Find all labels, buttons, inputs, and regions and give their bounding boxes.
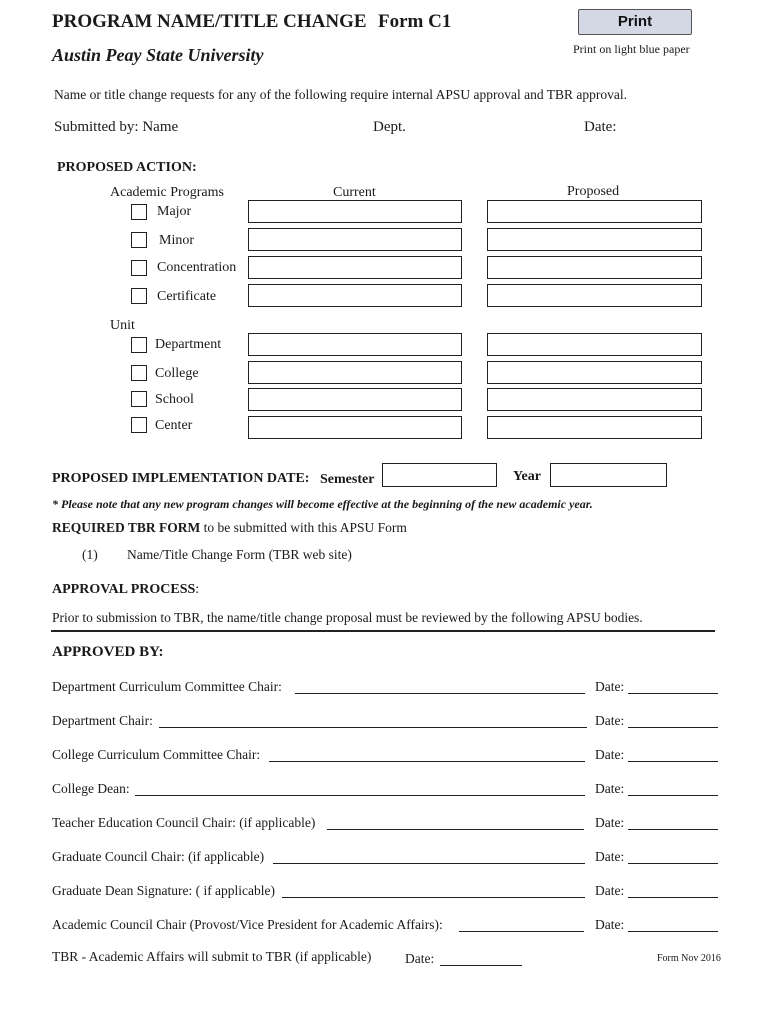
approval-process-colon: : xyxy=(195,582,200,597)
department-current-field[interactable] xyxy=(248,333,462,356)
approver-date-label: Date: xyxy=(595,781,625,796)
approver-date-label: Date: xyxy=(595,713,625,728)
approver-date-line[interactable] xyxy=(628,862,718,864)
academic-programs-label: Academic Programs xyxy=(110,185,224,200)
major-current-field[interactable] xyxy=(248,200,462,223)
approver-label: Department Curriculum Committee Chair: xyxy=(52,679,282,694)
tbr-item-text: Name/Title Change Form (TBR web site) xyxy=(127,547,352,562)
minor-proposed-field[interactable] xyxy=(487,228,702,251)
section-divider xyxy=(51,630,715,632)
form-revision-date: Form Nov 2016 xyxy=(657,953,721,964)
implementation-date-heading: PROPOSED IMPLEMENTATION DATE: xyxy=(52,471,310,486)
approval-process-heading xyxy=(52,582,199,598)
approver-date-line[interactable] xyxy=(628,726,718,728)
school-current-field[interactable] xyxy=(248,388,462,411)
approver-label: Graduate Dean Signature: ( if applicable) xyxy=(52,883,276,898)
center-label: Center xyxy=(155,418,193,433)
signature-line[interactable] xyxy=(459,930,584,932)
major-checkbox[interactable] xyxy=(131,204,147,220)
form-title: PROGRAM NAME/TITLE CHANGE xyxy=(52,11,367,32)
approver-date-line[interactable] xyxy=(628,930,718,932)
center-current-field[interactable] xyxy=(248,416,462,439)
school-label: School xyxy=(155,392,194,407)
signature-line[interactable] xyxy=(327,828,584,830)
approver-date-line[interactable] xyxy=(628,794,718,796)
current-column-header: Current xyxy=(333,185,376,200)
approver-label: Teacher Education Council Chair: (if applicable) xyxy=(52,815,316,830)
semester-label: Semester xyxy=(320,472,375,487)
certificate-checkbox[interactable] xyxy=(131,288,147,304)
signature-line[interactable] xyxy=(273,862,585,864)
approver-date-label: Date: xyxy=(595,679,625,694)
concentration-label: Concentration xyxy=(157,260,237,275)
college-checkbox[interactable] xyxy=(131,365,147,381)
approver-date-line[interactable] xyxy=(628,760,718,762)
approver-date-label: Date: xyxy=(595,849,625,864)
department-checkbox[interactable] xyxy=(131,337,147,353)
print-button[interactable]: Print xyxy=(578,9,692,35)
approver-label: Department Chair: xyxy=(52,713,153,728)
signature-line[interactable] xyxy=(159,726,587,728)
major-proposed-field[interactable] xyxy=(487,200,702,223)
tbr-item-number: (1) xyxy=(82,547,98,562)
tbr-heading-bold: REQUIRED TBR FORM xyxy=(52,520,201,535)
approval-process-text: Prior to submission to TBR, the name/title change proposal must be reviewed by the following APSU bodies. xyxy=(52,610,643,625)
approver-date-line[interactable] xyxy=(628,692,718,694)
certificate-proposed-field[interactable] xyxy=(487,284,702,307)
minor-checkbox[interactable] xyxy=(131,232,147,248)
tbr-heading-rest: to be submitted with this APSU Form xyxy=(200,520,407,535)
concentration-proposed-field[interactable] xyxy=(487,256,702,279)
form-number: Form C1 xyxy=(378,11,452,32)
proposed-column-header: Proposed xyxy=(567,184,620,199)
year-field[interactable] xyxy=(550,463,667,487)
proposed-action-heading: PROPOSED ACTION: xyxy=(57,160,197,175)
college-label: College xyxy=(155,366,199,381)
approver-label: College Curriculum Committee Chair: xyxy=(52,747,261,762)
department-label: Department xyxy=(155,337,222,352)
signature-line[interactable] xyxy=(295,692,585,694)
submitted-by-name-label: Submitted by: Name xyxy=(54,119,179,135)
school-proposed-field[interactable] xyxy=(487,388,702,411)
certificate-current-field[interactable] xyxy=(248,284,462,307)
approver-date-label: Date: xyxy=(595,883,625,898)
department-proposed-field[interactable] xyxy=(487,333,702,356)
tbr-submit-line: TBR - Academic Affairs will submit to TBR (if applicable) xyxy=(52,949,372,964)
college-current-field[interactable] xyxy=(248,361,462,384)
print-note: Print on light blue paper xyxy=(573,42,690,56)
minor-current-field[interactable] xyxy=(248,228,462,251)
approver-date-line[interactable] xyxy=(628,828,718,830)
signature-line[interactable] xyxy=(269,760,585,762)
year-label: Year xyxy=(513,469,541,484)
approver-date-label: Date: xyxy=(595,815,625,830)
concentration-current-field[interactable] xyxy=(248,256,462,279)
approver-label: College Dean: xyxy=(52,781,130,796)
dept-label: Dept. xyxy=(373,119,406,135)
tbr-date-line[interactable] xyxy=(440,964,522,966)
approved-by-heading: APPROVED BY: xyxy=(52,644,164,660)
tbr-date-label: Date: xyxy=(405,951,435,966)
intro-text: Name or title change requests for any of the following require internal APSU approval and TBR approval. xyxy=(54,87,627,102)
concentration-checkbox[interactable] xyxy=(131,260,147,276)
university-name: Austin Peay State University xyxy=(52,45,264,65)
submitted-date-label: Date: xyxy=(584,119,617,135)
approver-label: Graduate Council Chair: (if applicable) xyxy=(52,849,265,864)
approver-date-label: Date: xyxy=(595,917,625,932)
unit-label: Unit xyxy=(110,318,135,333)
semester-field[interactable] xyxy=(382,463,497,487)
minor-label: Minor xyxy=(159,233,194,248)
approver-label: Academic Council Chair (Provost/Vice President for Academic Affairs): xyxy=(52,917,443,932)
tbr-heading xyxy=(52,520,407,536)
center-checkbox[interactable] xyxy=(131,417,147,433)
approver-date-label: Date: xyxy=(595,747,625,762)
center-proposed-field[interactable] xyxy=(487,416,702,439)
signature-line[interactable] xyxy=(282,896,585,898)
school-checkbox[interactable] xyxy=(131,391,147,407)
implementation-note: * Please note that any new program changes will become effective at the beginning of the new academic year. xyxy=(52,497,593,511)
signature-line[interactable] xyxy=(135,794,585,796)
college-proposed-field[interactable] xyxy=(487,361,702,384)
approver-date-line[interactable] xyxy=(628,896,718,898)
certificate-label: Certificate xyxy=(157,289,217,304)
approval-process-heading-text: APPROVAL PROCESS xyxy=(52,582,196,597)
major-label: Major xyxy=(157,204,192,219)
